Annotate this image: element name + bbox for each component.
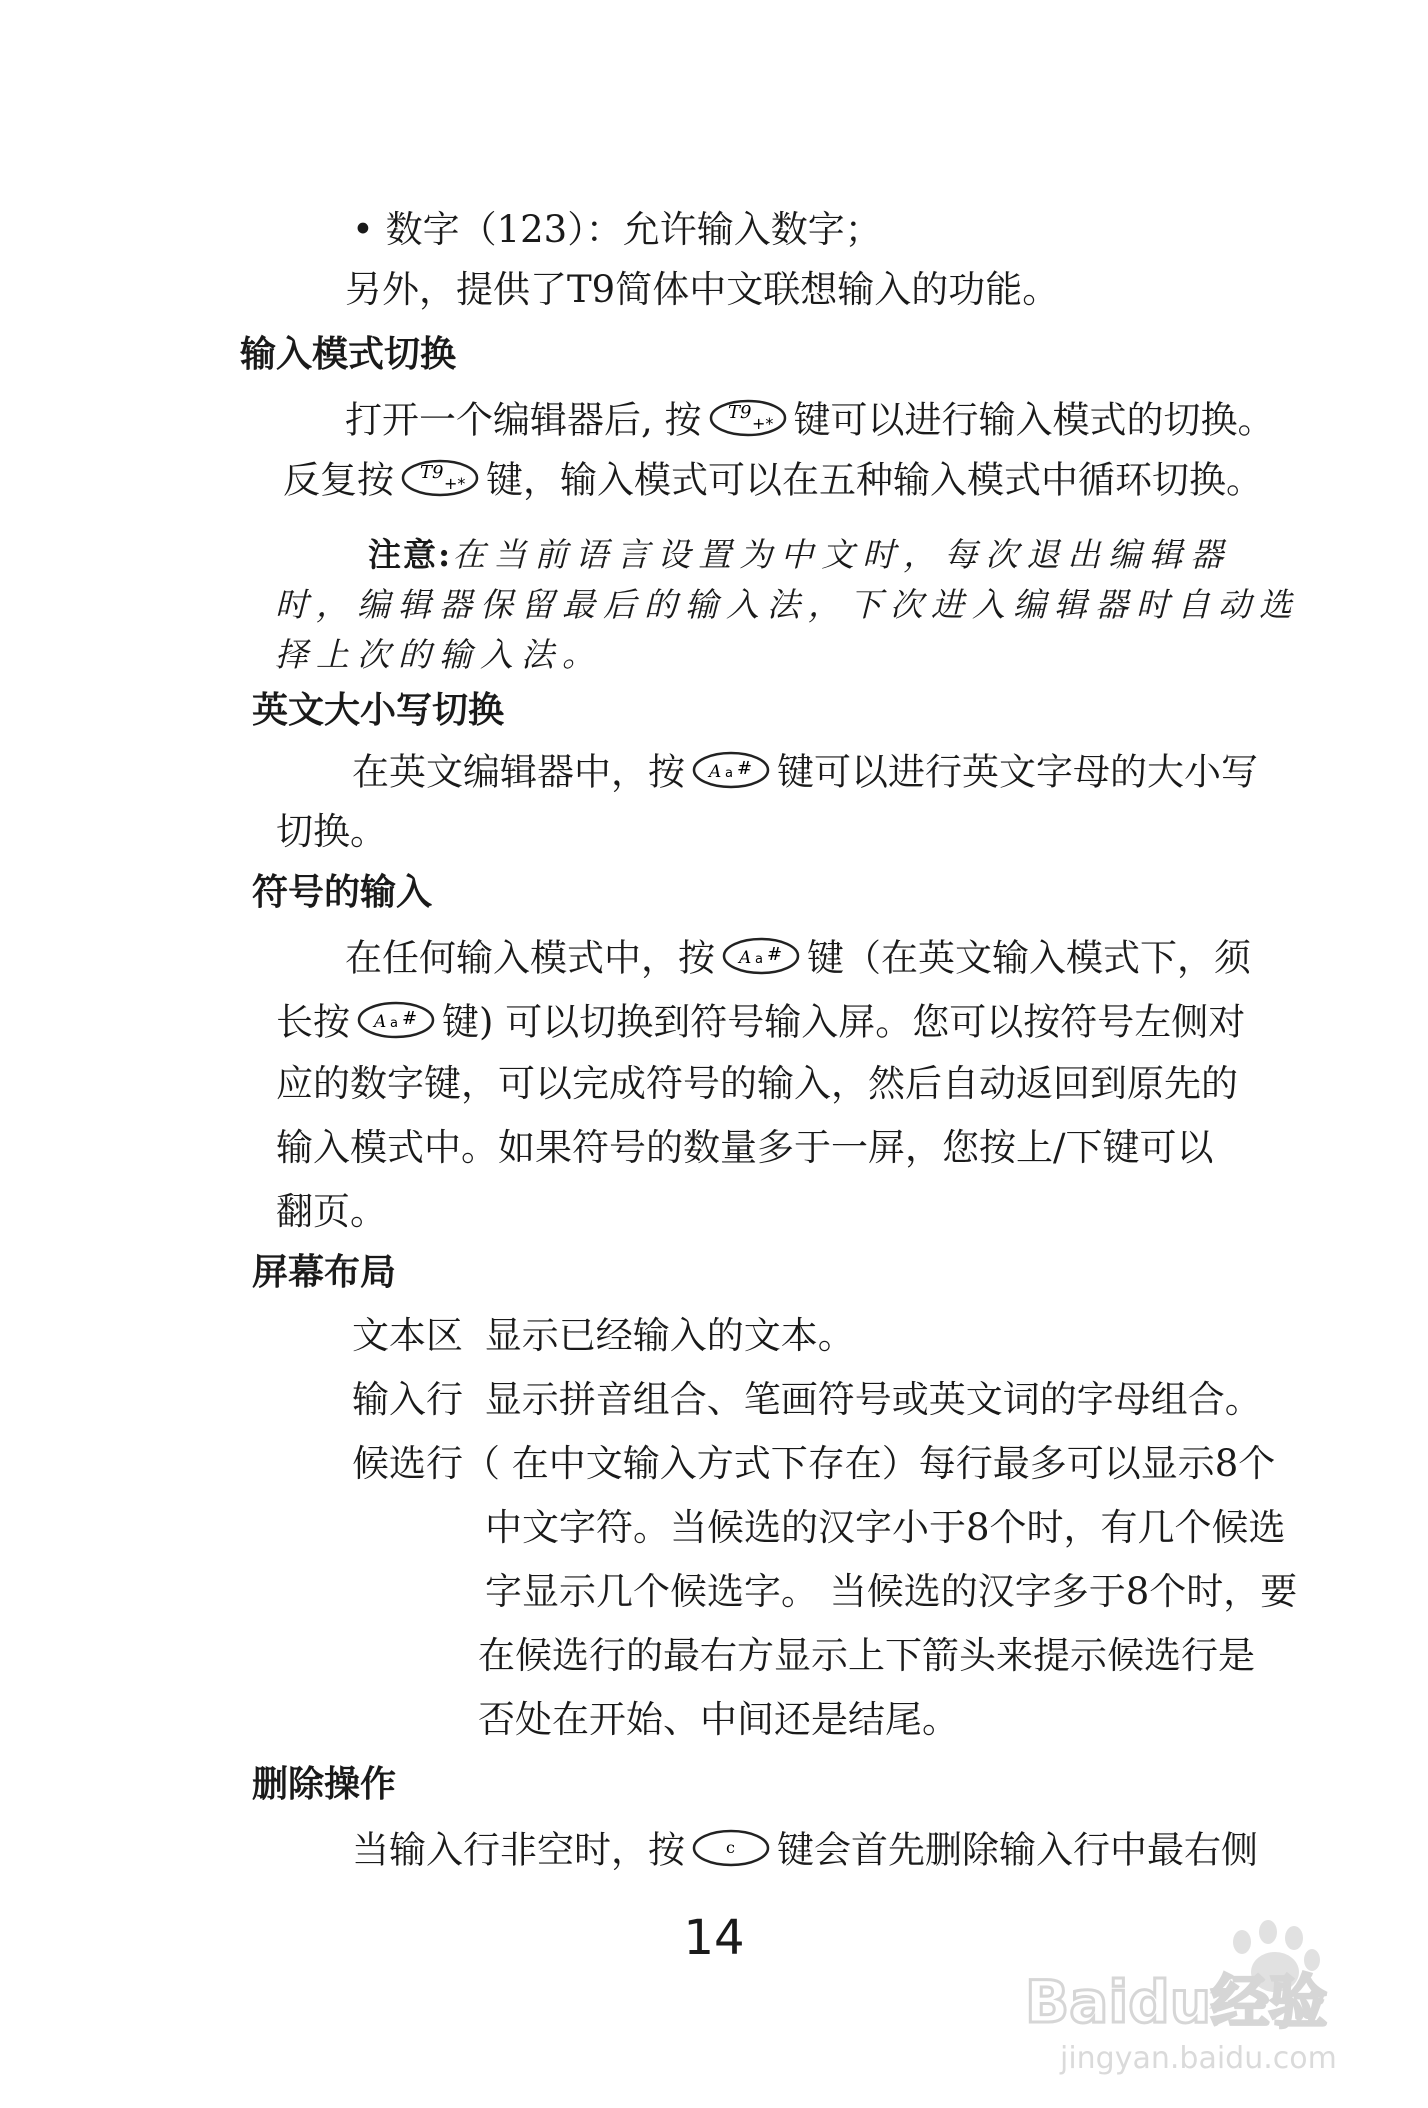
candidate-line-2: 中文字符。当候选的汉字小于8个时，有几个候选 <box>485 1506 1286 1549</box>
svg-text:+*: +* <box>751 414 773 433</box>
svg-text:a: a <box>755 952 763 967</box>
page-number: 14 <box>683 1910 745 1966</box>
candidate-line-4: 在候选行的最右方显示上下箭头来提示候选行是 <box>478 1634 1255 1677</box>
symbol-line-5: 翻页。 <box>276 1190 387 1233</box>
case-switch-line-1: 在英文编辑器中，按 A a # 键可以进行英文字母的大小写 <box>352 748 1258 802</box>
candidate-line-1: 候选行（ 在中文输入方式下存在）每行最多可以显示8个 <box>352 1442 1276 1485</box>
candidate-line-5: 否处在开始、中间还是结尾。 <box>478 1698 959 1741</box>
svg-text:#: # <box>767 944 783 965</box>
svg-text:+*: +* <box>444 474 466 493</box>
heading-delete-op: 删除操作 <box>252 1763 397 1805</box>
a-key-icon <box>356 998 436 1052</box>
svg-text:c: c <box>726 1838 735 1857</box>
note-label: 注意: <box>368 535 453 574</box>
baidu-watermark-icon <box>1020 1910 1400 2080</box>
candidate-label: 候选行 <box>352 1442 463 1485</box>
case-switch-line-2: 切换。 <box>276 810 387 853</box>
svg-text:T9: T9 <box>727 402 751 423</box>
numeric-mode-line: • 数字（123）：允许输入数字； <box>352 208 882 251</box>
svg-text:A: A <box>374 1012 387 1032</box>
svg-text:Baidu经验: Baidu经验 <box>1025 1968 1328 2036</box>
symbol-line-4: 输入模式中。如果符号的数量多于一屏，您按上/下键可以 <box>276 1126 1214 1169</box>
heading-symbol-input: 符号的输入 <box>252 871 433 913</box>
heading-case-switch: 英文大小写切换 <box>252 689 505 731</box>
symbol-line-1: 在任何输入模式中，按 A a # 键（在英文输入模式下，须 <box>345 934 1251 988</box>
a-key-icon <box>721 934 801 988</box>
svg-text:T9: T9 <box>420 462 444 483</box>
input-mode-line-1: 打开一个编辑器后, 按 T9 +* 键可以进行输入模式的切换。 <box>345 396 1275 450</box>
svg-text:a: a <box>390 1016 398 1031</box>
svg-text:a: a <box>725 766 733 781</box>
t9-key-icon <box>708 396 788 450</box>
note-line-1: 注意:在当前语言设置为中文时，每次退出编辑器 <box>368 535 1232 574</box>
t9-key-icon <box>400 456 480 510</box>
c-key-icon <box>691 1826 771 1880</box>
note-line-3: 择上次的输入法。 <box>275 635 603 674</box>
note-line-2: 时，编辑器保留最后的输入法，下次进入编辑器时自动选 <box>275 585 1300 624</box>
input-line-label: 输入行 <box>352 1378 463 1421</box>
svg-text:A: A <box>739 948 752 968</box>
heading-input-mode-switch: 输入模式切换 <box>240 333 457 375</box>
a-key-icon <box>691 748 771 802</box>
input-mode-line-2: 反复按 T9 +* 键，输入模式可以在五种输入模式中循环切换。 <box>283 456 1263 510</box>
t9-note-line: 另外，提供了T9简体中文联想输入的功能。 <box>345 268 1060 311</box>
text-area-label: 文本区 <box>352 1314 463 1357</box>
candidate-line-3: 字显示几个候选字。 当候选的汉字多于8个时，要 <box>485 1570 1298 1613</box>
heading-screen-layout: 屏幕布局 <box>252 1251 397 1293</box>
svg-text:jingyan.baidu.com: jingyan.baidu.com <box>1060 2041 1337 2076</box>
symbol-line-3: 应的数字键，可以完成符号的输入，然后自动返回到原先的 <box>276 1062 1238 1105</box>
delete-line-1: 当输入行非空时，按 c 键会首先删除输入行中最右侧 <box>352 1826 1258 1880</box>
text-area-line: 文本区 显示已经输入的文本。 <box>352 1314 855 1357</box>
symbol-line-2: 长按 A a # 键) 可以切换到符号输入屏。您可以按符号左侧对 <box>276 998 1245 1052</box>
svg-text:#: # <box>402 1008 418 1029</box>
svg-text:A: A <box>709 762 722 782</box>
input-line-line: 输入行 显示拼音组合、笔画符号或英文词的字母组合。 <box>352 1378 1262 1421</box>
svg-text:#: # <box>737 758 753 779</box>
